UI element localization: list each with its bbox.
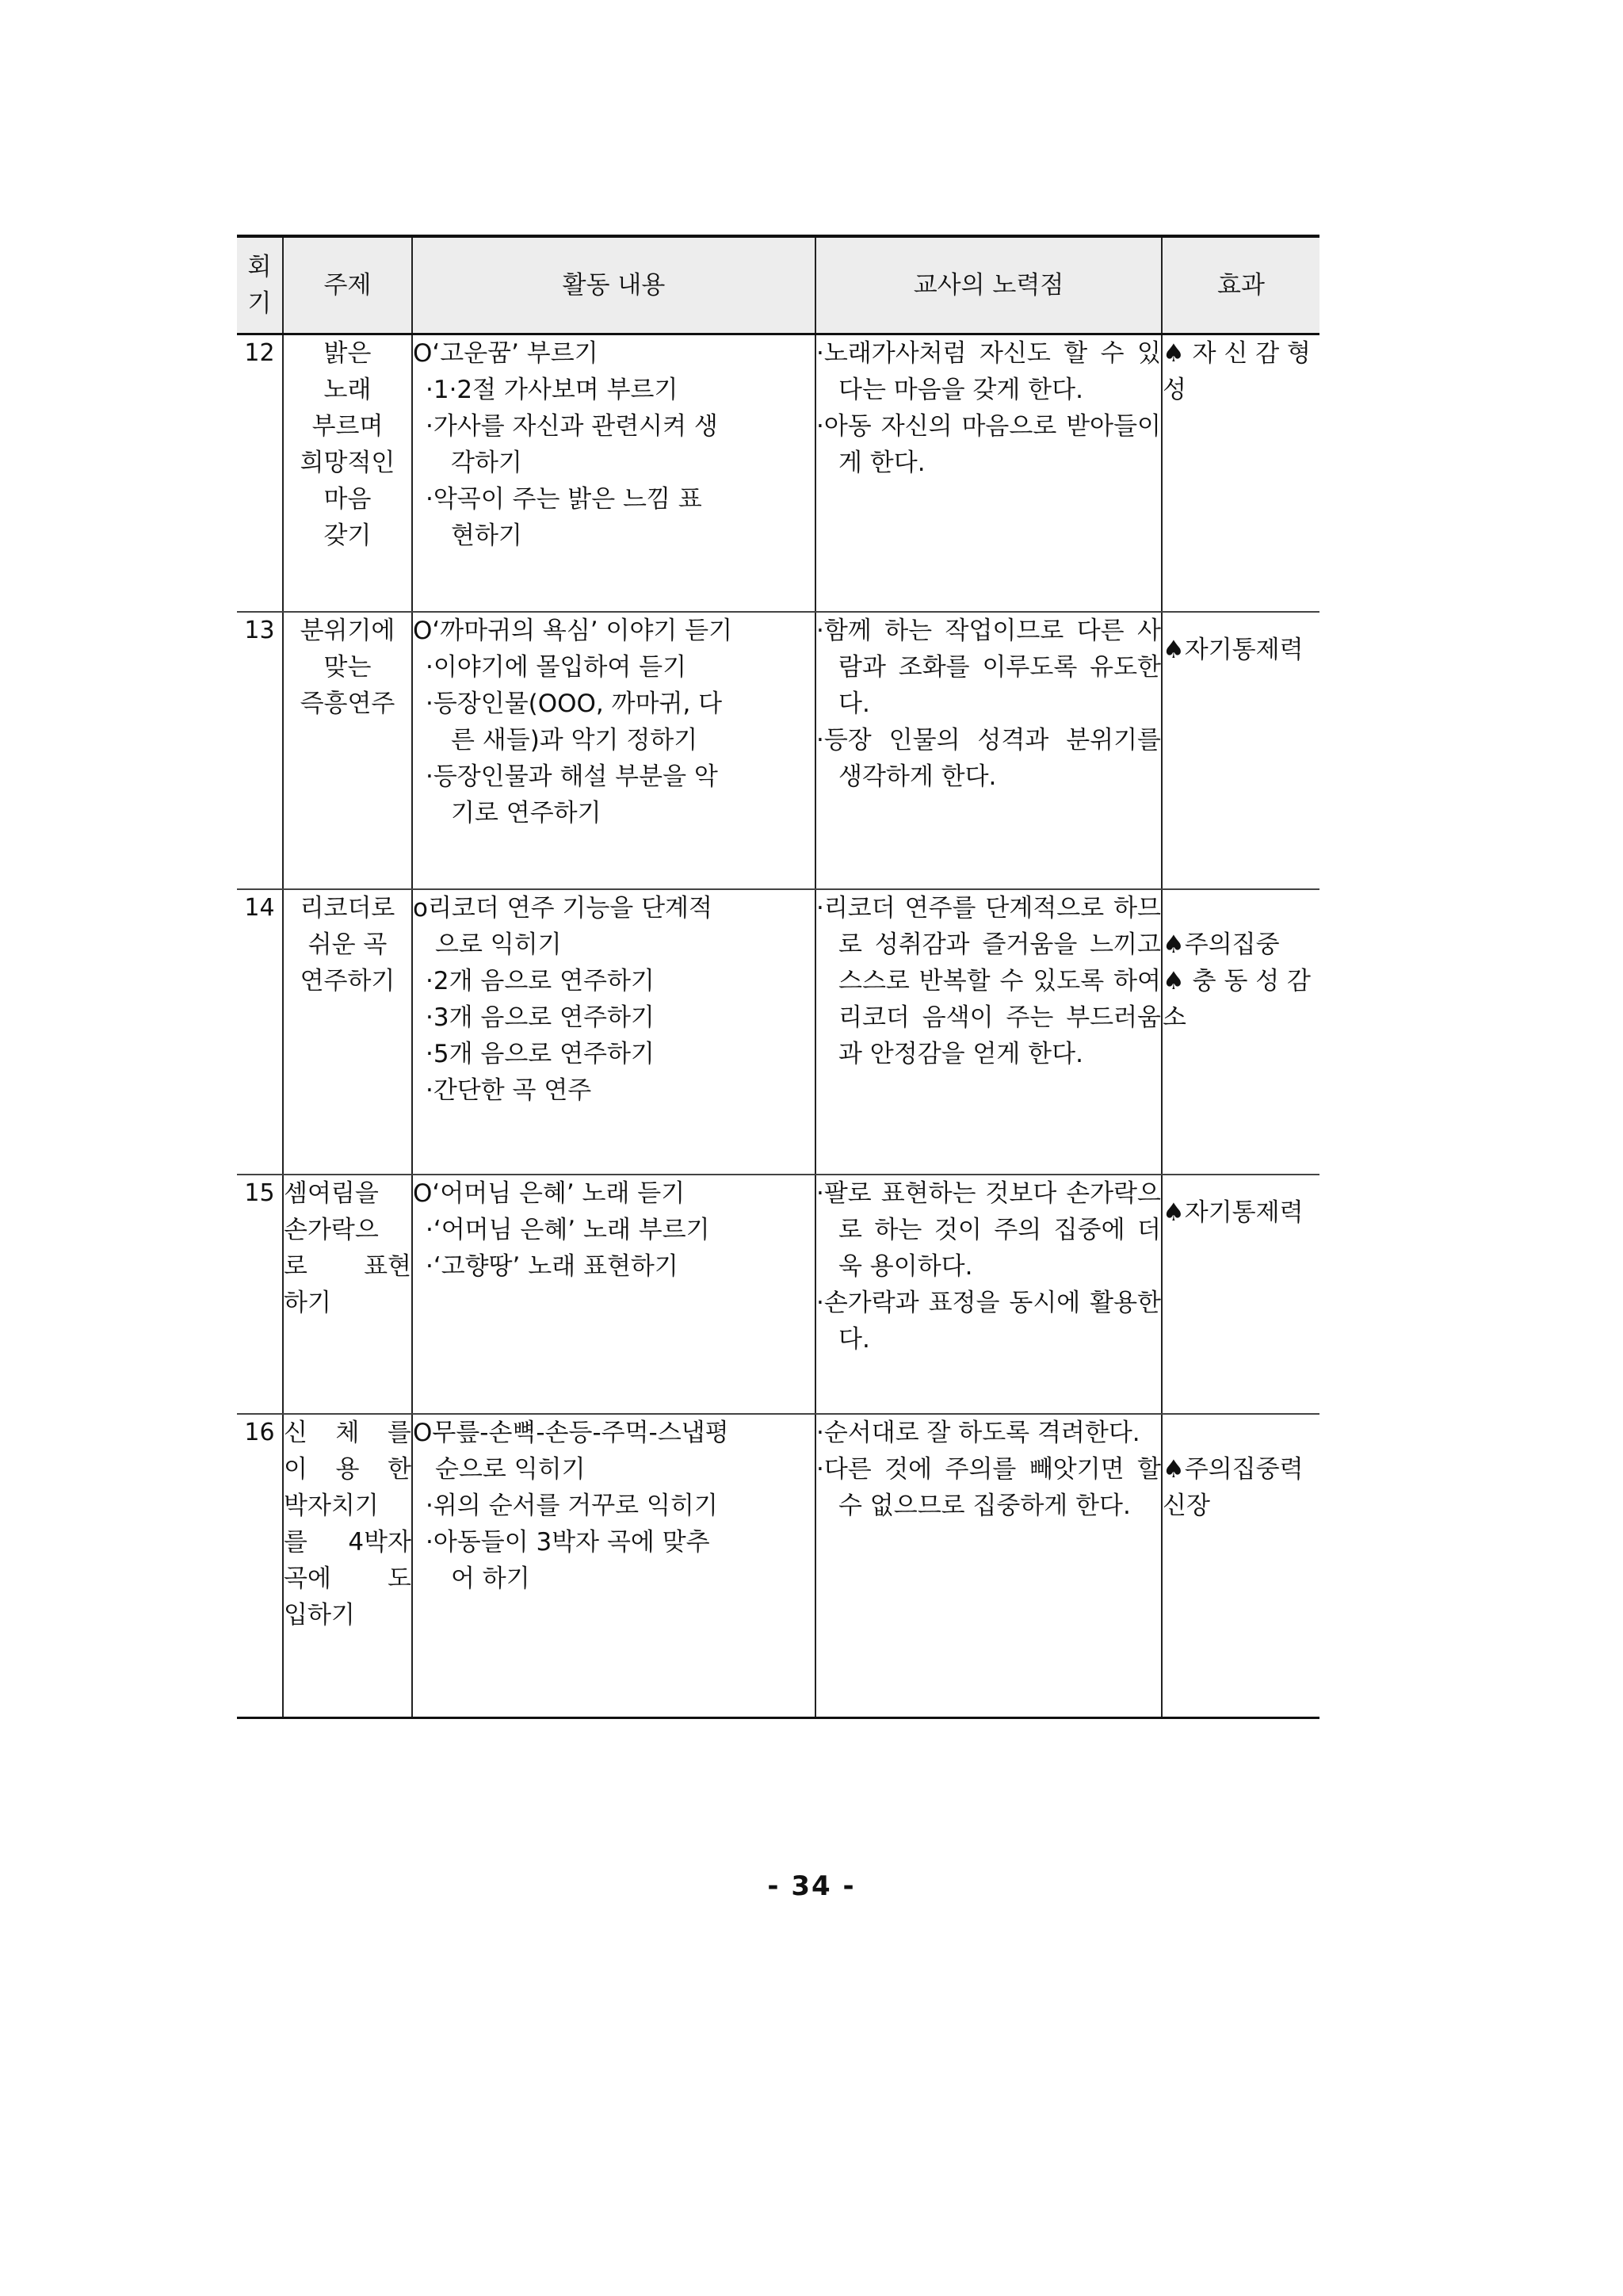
teacher-effort-item: ·손가락과 표정을 동시에 활용한다. xyxy=(816,1288,1161,1354)
activity-sub-item: ·가사를 자신과 관련시켜 생 xyxy=(426,412,718,441)
activity-sub-item: 현하기 xyxy=(451,521,522,550)
topic-line: 연주하기 xyxy=(300,966,395,995)
header-session-line-2: 기 xyxy=(247,289,272,318)
teacher-effort-item: ·등장 인물의 성격과 분위기를 생각하게 한다. xyxy=(816,725,1161,791)
topic-line: 박자치기 xyxy=(284,1491,379,1520)
header-session xyxy=(237,236,283,334)
activity-cell xyxy=(412,334,815,612)
effect-cell xyxy=(1162,1175,1319,1414)
activity-main-item: O무릎-손뼉-손등-주먹-스냅평 xyxy=(413,1418,729,1447)
activity-main-item: O‘고운꿈’ 부르기 xyxy=(413,339,598,368)
activity-cell xyxy=(412,1175,815,1414)
table-row xyxy=(237,889,1319,1175)
topic-cell xyxy=(283,1175,412,1414)
activity-sub-item: ·아동들이 3박자 곡에 맞추 xyxy=(426,1527,710,1557)
activity-sub-item: 어 하기 xyxy=(451,1564,530,1593)
teacher-effort-cell xyxy=(815,1175,1162,1414)
topic-cell xyxy=(283,889,412,1175)
topic-line: 맞는 xyxy=(323,652,372,682)
teacher-effort-cell xyxy=(815,1414,1162,1718)
teacher-effort-item: ·함께 하는 작업이므로 다른 사람과 조화를 이루도록 유도한다. xyxy=(816,616,1161,718)
topic-line: 손가락으 xyxy=(284,1215,379,1244)
teacher-effort-item: ·팔로 표현하는 것보다 손가락으로 하는 것이 주의 집중에 더욱 용이하다. xyxy=(816,1179,1161,1281)
activity-sub-item: ·등장인물(OOO, 까마귀, 다 xyxy=(426,689,723,718)
header-teacher-effort: 교사의 노력점 xyxy=(815,236,1162,334)
topic-cell xyxy=(283,334,412,612)
teacher-effort-cell xyxy=(815,889,1162,1175)
activity-plan-table xyxy=(237,235,1319,1719)
teacher-effort-item: ·다른 것에 주의를 빼앗기면 할 수 없으므로 집중하게 한다. xyxy=(816,1454,1161,1520)
topic-line: 즉흥연주 xyxy=(300,689,395,718)
topic-line: 이 용 한 xyxy=(284,1454,411,1484)
activity-sub-item: ·악곡이 주는 밝은 느낌 표 xyxy=(426,485,702,514)
topic-line: 갖기 xyxy=(323,521,372,550)
header-topic: 주제 xyxy=(283,236,412,334)
effect-item: ♠ 충 동 성 감소 xyxy=(1163,966,1311,1032)
activity-sub-item: ·위의 순서를 거꾸로 익히기 xyxy=(426,1491,718,1520)
table-row xyxy=(237,334,1319,612)
effect-item: ♠자기통제력 xyxy=(1163,1198,1304,1227)
teacher-effort-item: ·아동 자신의 마음으로 받아들이게 한다. xyxy=(816,412,1161,477)
teacher-effort-item: ·순서대로 잘 하도록 격려한다. xyxy=(816,1418,1140,1447)
topic-line: 셈여림을 xyxy=(284,1179,379,1208)
effect-cell xyxy=(1162,889,1319,1175)
activity-sub-item: 기로 연주하기 xyxy=(451,798,601,827)
table-row xyxy=(237,612,1319,889)
header-effect: 효과 xyxy=(1162,236,1319,334)
topic-line: 입하기 xyxy=(284,1600,355,1629)
activity-sub-item: 각하기 xyxy=(451,449,522,477)
header-session-line-1: 회 xyxy=(247,253,272,281)
topic-line: 곡에 도 xyxy=(284,1564,411,1593)
topic-line: 희망적인 xyxy=(300,449,395,477)
activity-sub-item: 른 새들)과 악기 정하기 xyxy=(451,725,698,755)
topic-line: 마음 xyxy=(323,485,372,514)
effect-item: ♠주의집중력 신장 xyxy=(1163,1454,1304,1520)
topic-line: 부르며 xyxy=(311,412,384,441)
table-body xyxy=(237,334,1319,1718)
activity-sub-item: ·등장인물과 해설 부분을 악 xyxy=(426,762,718,791)
effect-cell xyxy=(1162,1414,1319,1718)
session-number: 12 xyxy=(237,334,283,612)
teacher-effort-cell xyxy=(815,334,1162,612)
header-activity: 활동 내용 xyxy=(412,236,815,334)
topic-line: 신 체 를 xyxy=(284,1418,411,1447)
table-row xyxy=(237,1414,1319,1718)
activity-cell xyxy=(412,1414,815,1718)
effect-item: ♠자기통제력 xyxy=(1163,635,1304,664)
teacher-effort-cell xyxy=(815,612,1162,889)
topic-line: 쉬운 곡 xyxy=(307,930,388,959)
activity-sub-item: ·이야기에 몰입하여 듣기 xyxy=(426,652,687,682)
effect-cell xyxy=(1162,612,1319,889)
session-number: 16 xyxy=(237,1414,283,1718)
activity-main-item: O‘어머님 은혜’ 노래 듣기 xyxy=(413,1179,685,1208)
session-number: 14 xyxy=(237,889,283,1175)
activity-sub-item: ·‘어머님 은혜’ 노래 부르기 xyxy=(426,1215,710,1244)
teacher-effort-item: ·노래가사처럼 자신도 할 수 있다는 마음을 갖게 한다. xyxy=(816,339,1161,404)
topic-cell xyxy=(283,612,412,889)
activity-sub-item: ·1·2절 가사보며 부르기 xyxy=(426,376,678,404)
activity-main-item: o리코더 연주 기능을 단계적 xyxy=(413,893,712,923)
topic-cell xyxy=(283,1414,412,1718)
topic-line: 하기 xyxy=(284,1288,331,1317)
session-number: 15 xyxy=(237,1175,283,1414)
activity-sub-item: 순으로 익히기 xyxy=(435,1454,586,1484)
effect-item: ♠주의집중 xyxy=(1163,930,1280,959)
topic-line: 리코더로 xyxy=(300,893,395,923)
activity-cell xyxy=(412,612,815,889)
activity-sub-item: ·2개 음으로 연주하기 xyxy=(426,966,655,995)
table-header-row xyxy=(237,236,1319,334)
topic-line: 를 4박자 xyxy=(284,1527,411,1557)
topic-line: 분위기에 xyxy=(300,616,395,645)
activity-sub-item: ·5개 음으로 연주하기 xyxy=(426,1039,655,1068)
activity-sub-item: ·3개 음으로 연주하기 xyxy=(426,1003,655,1032)
activity-sub-item: 으로 익히기 xyxy=(435,930,562,959)
activity-main-item: O‘까마귀의 욕심’ 이야기 듣기 xyxy=(413,616,733,645)
topic-line: 로 표현 xyxy=(284,1251,411,1281)
effect-cell xyxy=(1162,334,1319,612)
activity-sub-item: ·‘고향땅’ 노래 표현하기 xyxy=(426,1251,678,1281)
effect-item: ♠ 자 신 감 형성 xyxy=(1163,339,1311,404)
activity-cell xyxy=(412,889,815,1175)
table-row xyxy=(237,1175,1319,1414)
session-number: 13 xyxy=(237,612,283,889)
topic-line: 밝은 xyxy=(323,339,372,368)
page-number: - 34 - xyxy=(767,1870,856,1902)
teacher-effort-item: ·리코더 연주를 단계적으로 하므로 성취감과 즐거움을 느끼고 스스로 반복할 수 있도록 하여 리코더 음색이 주는 부드러움과 안정감을 얻게 한다. xyxy=(816,893,1161,1068)
topic-line: 노래 xyxy=(323,376,372,404)
activity-sub-item: ·간단한 곡 연주 xyxy=(426,1075,592,1105)
